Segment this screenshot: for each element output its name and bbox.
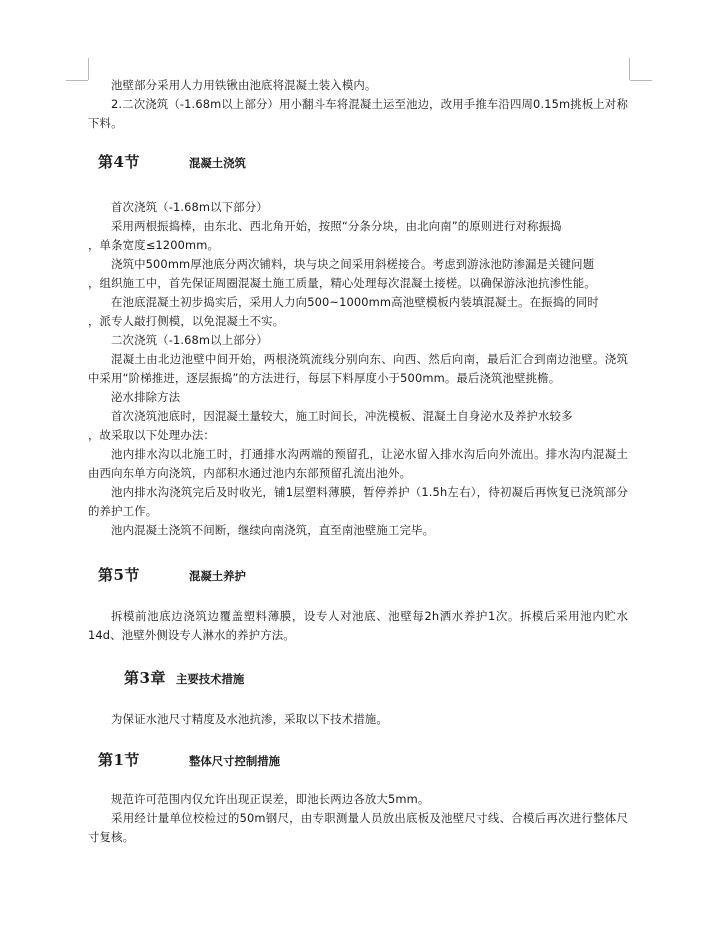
section-heading: [98, 564, 628, 585]
paragraph: 池内排水沟以北施工时，打通排水沟两端的预留孔，让泌水留入排水沟后向外流出。排水沟内混凝土由西向东单方向浇筑，内部积水通过池内东部预留孔流出池外。: [88, 447, 628, 480]
paragraph: 规范许可范围内仅允许出现正误差，即池长两边各放大5mm。: [111, 792, 430, 806]
paragraph: 泌水排除方法: [111, 390, 181, 404]
paragraph: 池内混凝土浇筑不间断，继续向南浇筑，直至南池壁施工完毕。: [111, 523, 435, 537]
section-heading: [98, 151, 628, 172]
section-number: 第1节: [98, 751, 140, 769]
chapter-number: 第3章: [124, 669, 166, 687]
crop-mark-top-left: [66, 80, 88, 81]
paragraph: 池内排水沟浇筑完后及时收光，铺1层塑料薄膜，暂停养护（1.5h左右），待初凝后再恢复已浇筑部分的养护工作。: [88, 485, 628, 518]
section-title: 混凝土浇筑: [188, 156, 246, 170]
paragraph: 采用两根振捣棒，由东北、西北角开始，按照“分条分块，由北向南”的原则进行对称振捣 ，单条宽度≤1200mm。: [88, 219, 562, 252]
section-number: 第5节: [98, 566, 140, 584]
document-body: [88, 76, 628, 847]
crop-mark-top-right: [630, 80, 652, 81]
section-title: 整体尺寸控制措施: [188, 754, 281, 768]
section-heading: [98, 749, 628, 770]
paragraph: 首次浇筑池底时，因混凝土量较大，施工时间长，冲洗模板、混凝土自身泌水及养护水较多 ，故采取以下处理办法：: [88, 409, 573, 442]
paragraph: 二次浇筑（-1.68m以上部分）: [111, 333, 268, 347]
paragraph: 浇筑中500mm厚池底分两次铺料，块与块之间采用斜槎接合。考虑到游泳池防渗漏是关键问题 ，组织施工中，首先保证周圈混凝土施工质量，精心处理每次混凝土接槎。以确保游泳池抗渗性能。: [88, 257, 596, 290]
section-number: 第4节: [98, 153, 140, 171]
paragraph: 首次浇筑（-1.68m以下部分）: [111, 200, 268, 214]
paragraph: 采用经计量单位校检过的50m钢尺，由专职测量人员放出底板及池壁尺寸线、合模后再次进行整体尺寸复核。: [88, 811, 628, 844]
paragraph: 2.二次浇筑（-1.68m以上部分）用小翻斗车将混凝土运至池边，改用手推车沿四周0.15m挑板上对称下料。: [88, 97, 628, 130]
chapter-title: 主要技术措施: [175, 672, 245, 686]
paragraph: 混凝土由北边池壁中间开始，两根浇筑流线分别向东、向西、然后向南，最后汇合到南边池壁。浇筑中采用“阶梯推进，逐层振捣”的方法进行，每层下料厚度小于500mm。最后浇筑池壁挑檐。: [88, 352, 628, 385]
crop-mark-top-right: [629, 58, 630, 80]
paragraph: 拆模前池底边浇筑边覆盖塑料薄膜，设专人对池底、池壁每2h洒水养护1次。拆模后采用池内贮水14d、池壁外侧设专人淋水的养护方法。: [88, 609, 628, 642]
chapter-heading: [124, 667, 628, 688]
paragraph: 池壁部分采用人力用铁锹由池底将混凝土装入模内。: [111, 78, 377, 92]
paragraph: 为保证水池尺寸精度及水池抗渗，采取以下技术措施。: [111, 712, 388, 726]
section-title: 混凝土养护: [188, 569, 246, 583]
paragraph: 在池底混凝土初步捣实后，采用人力向500~1000mm高池壁模板内装填混凝土。在振捣的同时 ，派专人敲打侧模，以免混凝土不实。: [88, 295, 599, 328]
